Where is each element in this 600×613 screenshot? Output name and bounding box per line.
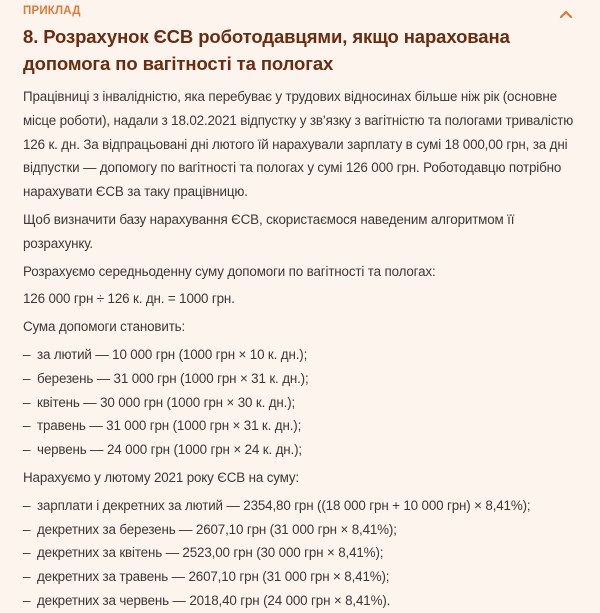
list-item-text: декретних за квітень — 2523,00 грн (30 000 грн × 8,41%); <box>37 545 384 561</box>
dash-marker: – <box>23 569 31 585</box>
dash-marker: – <box>23 370 31 386</box>
esv-list <box>23 494 580 613</box>
list-item <box>23 391 580 415</box>
list-item-text: декретних за березень — 2607,10 грн (31 000 грн × 8,41%); <box>37 521 397 537</box>
list-item-text: зарплати і декретних за лютий — 2354,80 грн ((18 000 грн + 10 000 грн) × 8,41%); <box>37 497 531 513</box>
list-item <box>23 494 580 518</box>
example-label: ПРИКЛАД <box>23 5 81 17</box>
list-item <box>23 518 580 542</box>
dash-marker: – <box>23 418 31 434</box>
example-body <box>23 85 580 613</box>
list-item-text: березень — 31 000 грн (1000 грн × 31 к. дн.); <box>37 370 309 386</box>
dash-marker: – <box>23 346 31 362</box>
example-title: 8. Розрахунок ЄСВ роботодавцями, якщо нарахована допомога по вагітності та пологах <box>23 26 510 74</box>
paragraph-algorithm: Щоб визначити базу нарахування ЄСВ, скористаємося наведеним алгоритмом її розрахунку. <box>23 211 515 251</box>
list-item-text: квітень — 30 000 грн (1000 грн × 30 к. дн.); <box>37 394 296 410</box>
list-item-text: декретних за травень — 2607,10 грн (31 000 грн × 8,41%); <box>37 569 390 585</box>
dash-marker: – <box>23 442 31 458</box>
benefit-list <box>23 343 580 462</box>
dash-marker: – <box>23 497 31 513</box>
dash-marker: – <box>23 545 31 561</box>
list-item <box>23 589 580 613</box>
list-item-text: декретних за червень — 2018,40 грн (24 000 грн × 8,41%). <box>37 592 391 608</box>
list-item <box>23 343 580 367</box>
list-item <box>23 414 580 438</box>
chevron-up-icon[interactable] <box>559 9 573 19</box>
paragraph-average-daily: Розрахуємо середньоденну суму допомоги по вагітності та пологах: <box>23 263 436 279</box>
dash-marker: – <box>23 592 31 608</box>
list-item-text: червень — 24 000 грн (1000 грн × 24 к. дн.); <box>37 442 302 458</box>
list-item <box>23 565 580 589</box>
list-item-text: травень — 31 000 грн (1000 грн × 31 к. дн.); <box>37 418 302 434</box>
list-item <box>23 438 580 462</box>
list-item <box>23 367 580 391</box>
benefit-heading: Сума допомоги становить: <box>23 319 186 335</box>
dash-marker: – <box>23 394 31 410</box>
esv-heading: Нарахуємо у лютому 2021 року ЄСВ на суму: <box>23 469 299 485</box>
list-item-text: за лютий — 10 000 грн (1000 грн × 10 к. дн.); <box>37 346 308 362</box>
dash-marker: – <box>23 521 31 537</box>
list-item <box>23 541 580 565</box>
paragraph-situation: Працівниці з інвалідністю, яка перебуває у трудових відносинах більше ніж рік (основне місце роботи), надали з 18.02.2021 відпустку у зв’язку з вагітністю та пологами тривалістю 126 к. дн. За відпрацьовані дні лютого їй нарахували зарплату в сумі 18 000,00 грн, за дні відпустки — допомогу по вагітності та пологах у сумі 126 000 грн. Роботодавцю потрібно нарахувати ЄСВ за таку працівницю. <box>23 89 574 200</box>
formula: 126 000 грн ÷ 126 к. дн. = 1000 грн. <box>23 291 235 307</box>
